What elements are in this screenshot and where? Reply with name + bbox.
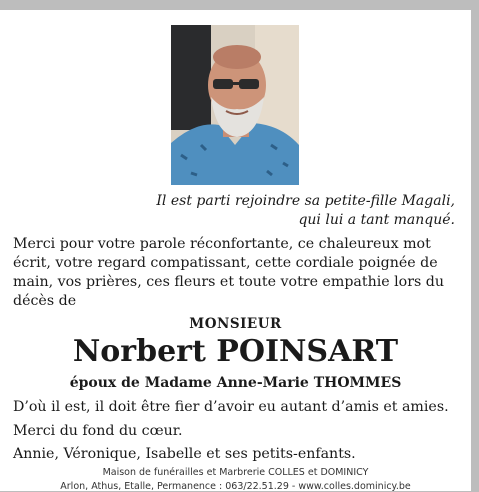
portrait-photo: [171, 25, 299, 185]
obituary-card: [0, 10, 471, 491]
funeral-home-name: Maison de funérailles et Marbrerie COLLES et DOMINICY: [102, 467, 369, 478]
closing-line-1: D’où il est, il doit être fier d’avoir eu autant d’amis et amies.: [13, 399, 449, 415]
portrait-image: [171, 25, 299, 185]
thanks-line: décès de: [13, 293, 77, 309]
thanks-line: main, vos prières, ces fleurs et toute votre empathie lors du: [13, 274, 445, 290]
quote-line-1: Il est parti rejoindre sa petite-fille Magali,: [156, 193, 455, 209]
spouse-line: époux de Madame Anne-Marie THOMMES: [69, 375, 402, 391]
deceased-name: Norbert POINSART: [72, 334, 399, 369]
thanks-paragraph: [13, 235, 461, 311]
quote-line-2: qui lui a tant manqué.: [298, 212, 455, 228]
epitaph-quote: [95, 192, 455, 230]
thanks-line: écrit, votre regard compatissant, cette cordiale poignée de: [13, 255, 438, 271]
family-signature: Annie, Véronique, Isabelle et ses petits-enfants.: [13, 446, 356, 462]
thanks-line: Merci pour votre parole réconfortante, ce chaleureux mot: [13, 236, 431, 252]
honorific-title: MONSIEUR: [189, 316, 282, 332]
funeral-home-contact: Arlon, Athus, Etalle, Permanence : 063/22.51.29 - www.colles.dominicy.be: [60, 481, 411, 492]
closing-line-2: Merci du fond du cœur.: [13, 423, 183, 439]
